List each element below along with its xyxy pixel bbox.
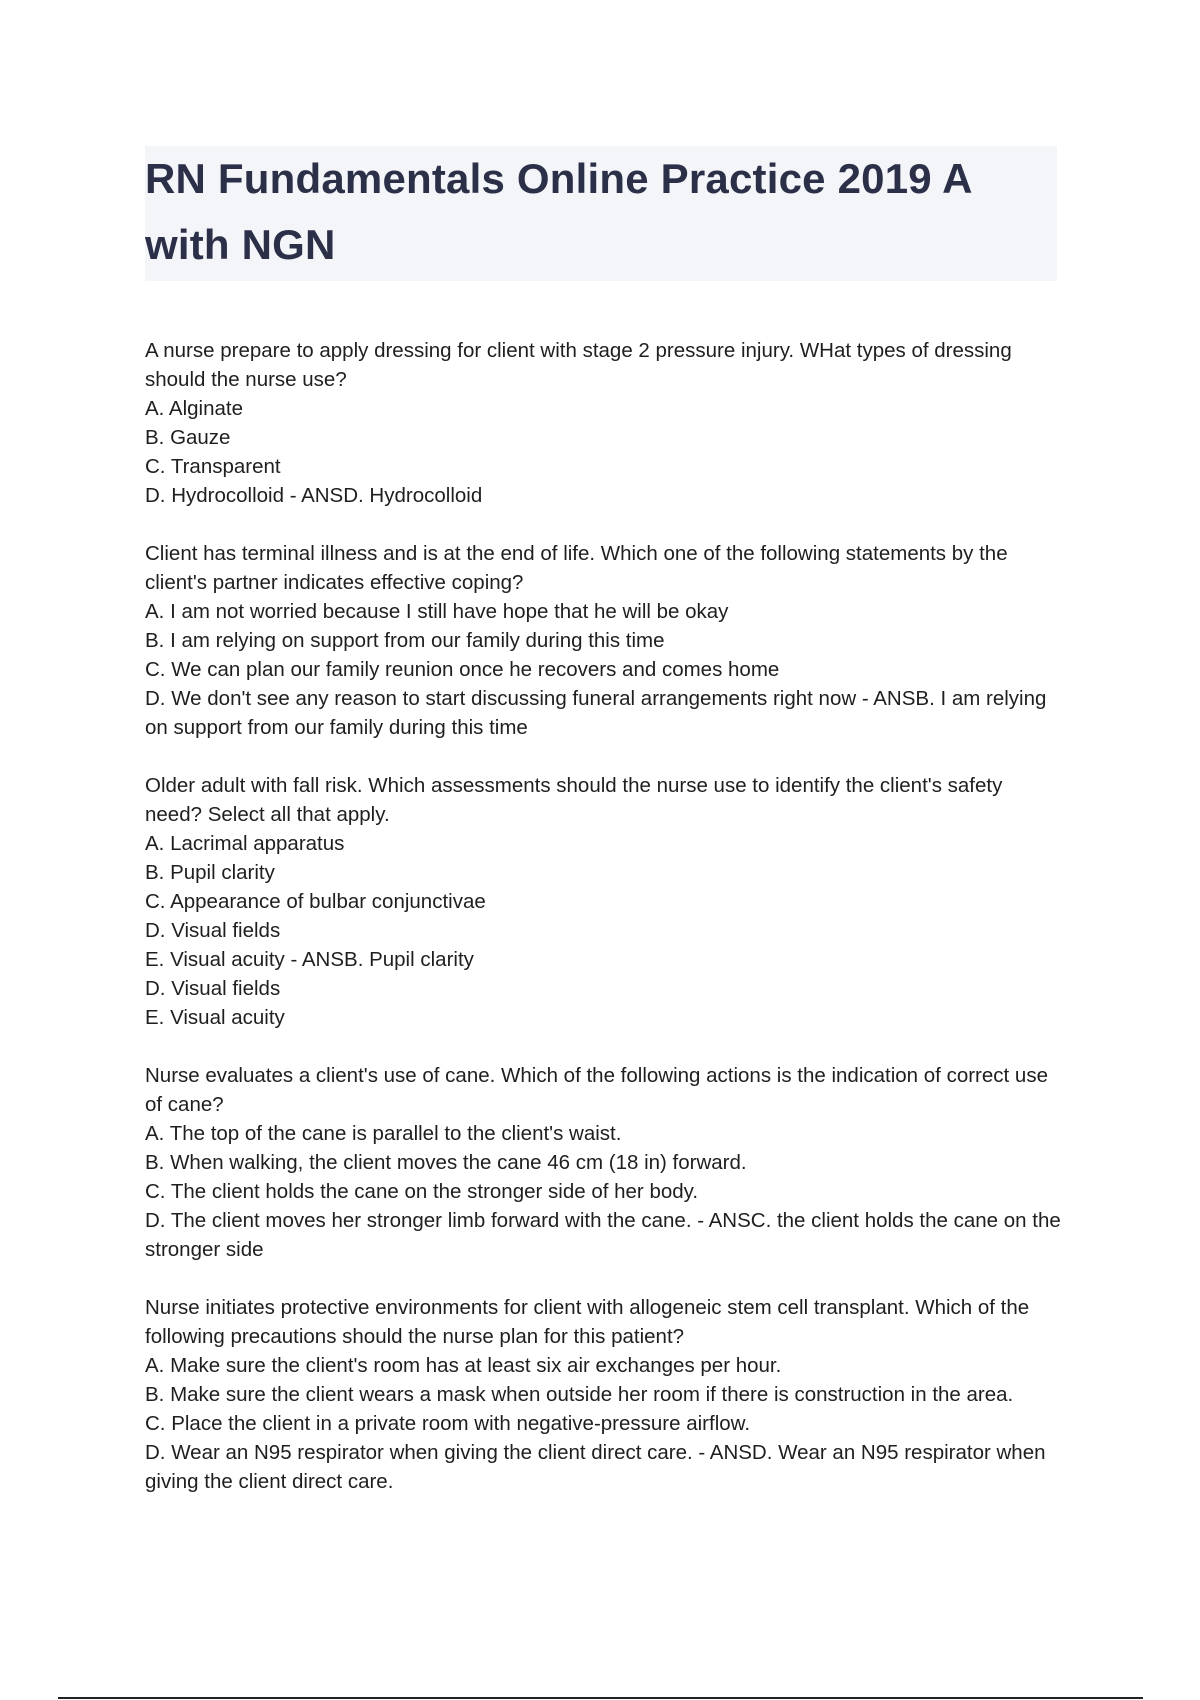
answer-option: C. Place the client in a private room with negative-pressure airflow. xyxy=(145,1412,751,1435)
answer-option: D. Wear an N95 respirator when giving the client direct care. - ANSD. Wear an N95 respirator when giving the client direct care. xyxy=(145,1441,1046,1493)
answer-option: C. We can plan our family reunion once he recovers and comes home xyxy=(145,658,780,681)
answer-option: E. Visual acuity - ANSB. Pupil clarity xyxy=(145,948,474,971)
answer-option: C. Appearance of bulbar conjunctivae xyxy=(145,890,486,913)
answer-option: B. Gauze xyxy=(145,426,231,449)
title-banner xyxy=(145,146,1057,281)
page-bottom-divider xyxy=(58,1697,1143,1699)
answer-option: A. The top of the cane is parallel to the client's waist. xyxy=(145,1122,622,1145)
answer-option: D. Visual fields xyxy=(145,919,281,942)
question-stem: Nurse initiates protective environments for client with allogeneic stem cell transplant. Which of the following precautions should the nurse plan for this patient? xyxy=(145,1296,1030,1348)
questions-list xyxy=(145,336,1065,1525)
page-title: RN Fundamentals Online Practice 2019 A with NGN xyxy=(145,155,972,268)
question-stem: A nurse prepare to apply dressing for client with stage 2 pressure injury. WHat types of dressing should the nurse use? xyxy=(145,339,1012,391)
answer-option: A. Lacrimal apparatus xyxy=(145,832,345,855)
answer-option: D. Visual fields xyxy=(145,977,281,1000)
question-block xyxy=(145,1061,1065,1264)
answer-option: C. Transparent xyxy=(145,455,281,478)
answer-option: A. Make sure the client's room has at least six air exchanges per hour. xyxy=(145,1354,782,1377)
answer-option: B. I am relying on support from our family during this time xyxy=(145,629,665,652)
question-stem: Client has terminal illness and is at the end of life. Which one of the following statements by the client's partner indicates effective coping? xyxy=(145,542,1008,594)
answer-option: B. Pupil clarity xyxy=(145,861,275,884)
answer-option: E. Visual acuity xyxy=(145,1006,285,1029)
question-stem: Older adult with fall risk. Which assessments should the nurse use to identify the client's safety need? Select all that apply. xyxy=(145,774,1003,826)
question-stem: Nurse evaluates a client's use of cane. Which of the following actions is the indication of correct use of cane? xyxy=(145,1064,1048,1116)
answer-option: A. Alginate xyxy=(145,397,244,420)
answer-option: D. The client moves her stronger limb forward with the cane. - ANSC. the client holds the cane on the stronger side xyxy=(145,1209,1061,1261)
answer-option: B. When walking, the client moves the cane 46 cm (18 in) forward. xyxy=(145,1151,747,1174)
question-block xyxy=(145,1293,1065,1496)
question-block xyxy=(145,336,1065,510)
answer-option: A. I am not worried because I still have hope that he will be okay xyxy=(145,600,729,623)
question-block xyxy=(145,539,1065,742)
answer-option: D. Hydrocolloid - ANSD. Hydrocolloid xyxy=(145,484,483,507)
answer-option: D. We don't see any reason to start discussing funeral arrangements right now - ANSB. I am relying on support from our family during this time xyxy=(145,687,1047,739)
answer-option: C. The client holds the cane on the stronger side of her body. xyxy=(145,1180,699,1203)
answer-option: B. Make sure the client wears a mask when outside her room if there is construction in the area. xyxy=(145,1383,1014,1406)
question-block xyxy=(145,771,1065,1032)
